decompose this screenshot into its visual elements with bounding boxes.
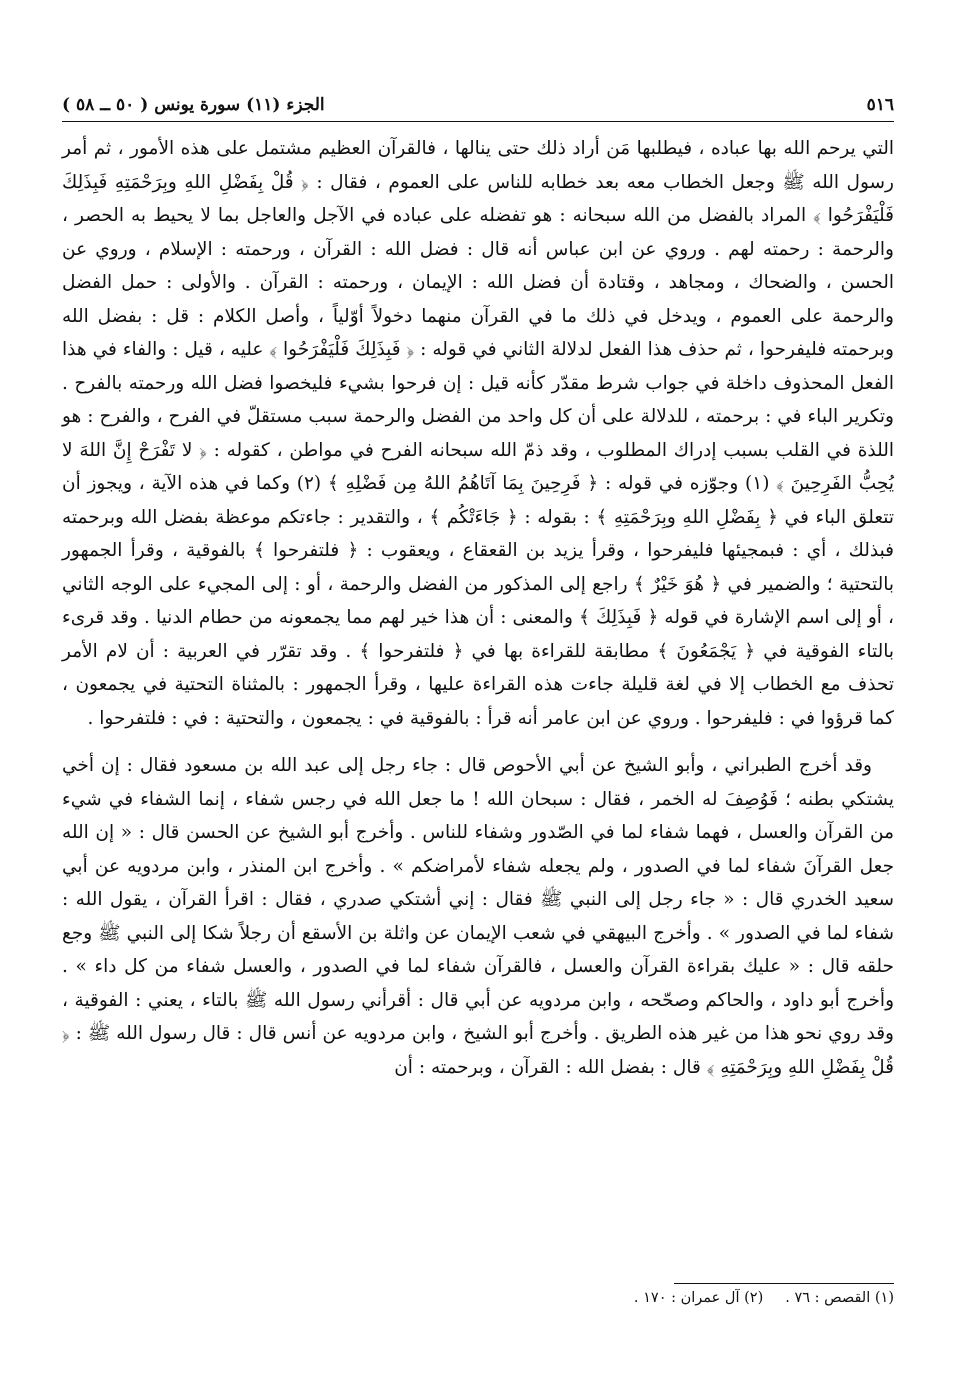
footnote-1: (١) القصص : ٧٦ . <box>785 1290 894 1306</box>
footnote-2: (٢) آل عمران : ١٧٠ . <box>633 1290 764 1306</box>
footnotes <box>634 1290 894 1306</box>
page-body <box>62 132 894 1084</box>
page-number: ٥١٦ <box>866 95 894 115</box>
hadith-paragraph: وقد أخرج الطبراني ، وأبو الشيخ عن أبي الأحوص قال : جاء رجل إلى عبد الله بن مسعود فقال : إن أخي يشتكي بطنه ؛ فَوُصِفَ له الخمر ، فقال : سبحان الله ! ما جعل الله في رجس شفاء ، إنما الشفاء في شيء من القرآن والعسل ، فهما شفاء لما في الصّدور وشفاء للناس . وأخرج أبو الشيخ عن الحسن قال : « إن الله جعل القرآنَ شفاء لما في الصدور ، ولم يجعله شفاء لأمراضكم » . وأخرج ابن المنذر ، وابن مردويه عن أبي سعيد الخدري قال : « جاء رجل إلى النبي ﷺ فقال : إني أشتكي صدري ، فقال : اقرأ القرآن ، يقول الله : شفاء لما في الصدور » . وأخرج البيهقي في شعب الإيمان عن واثلة بن الأسقع أن رجلاً شكا إلى النبي ﷺ وجع حلقه قال : « عليك بقراءة القرآن والعسل ، فالقرآن شفاء لما في الصدور ، والعسل شفاء من كل داء » . وأخرج أبو داود ، والحاكم وصحّحه ، وابن مردويه عن أبي قال : أقرأني رسول الله ﷺ بالتاء ، يعني : الفوقية ، وقد روي نحو هذا من غير هذه الطريق . وأخرج أبو الشيخ ، وابن مردويه عن أنس قال : قال رسول الله ﷺ : ﴿ قُلْ بِفَضْلِ اللهِ وبِرَحْمَتِهِ ﴾ قال : بفضل الله : القرآن ، وبرحمته : أن <box>62 755 894 1078</box>
commentary-paragraph: التي يرحم الله بها عباده ، فيطلبها مَن أراد ذلك حتى ينالها ، فالقرآن العظيم مشتمل على هذه الأمور ، ثم أمر رسول الله ﷺ وجعل الخطاب معه بعد خطابه للناس على العموم ، فقال : ﴿ قُلْ بِفَضْلِ اللهِ وبِرَحْمَتِهِ فَبِذَلِكَ فَلْيَفْرَحُوا ﴾ المراد بالفضل من الله سبحانه : هو تفضله على عباده في الآجل والعاجل بما لا يحيط به الحصر ، والرحمة : رحمته لهم . وروي عن ابن عباس أنه قال : فضل الله : القرآن ، ورحمته : الإسلام ، وروي عن الحسن ، والضحاك ، ومجاهد ، وقتادة أن فضل الله : الإيمان ، ورحمته : القرآن . والأولى : حمل الفضل والرحمة على العموم ، ويدخل في ذلك ما في القرآن منهما دخولاً أوّلياً ، وأصل الكلام : قل : بفضل الله وبرحمته فليفرحوا ، ثم حذف هذا الفعل لدلالة الثاني في قوله : ﴿ فَبِذَلِكَ فَلْيَفْرَحُوا ﴾ عليه ، قيل : والفاء في هذا الفعل المحذوف داخلة في جواب شرط مقدّر كأنه قيل : إن فرحوا بشيء فليخصوا فضل الله ورحمته بالفرح . وتكرير الباء في : برحمته ، للدلالة على أن كل واحد من الفضل والرحمة سبب مستقلّ في الفرح ، والفرح : هو اللذة في القلب بسبب إدراك المطلوب ، وقد ذمّ الله سبحانه الفرح في مواطن ، كقوله : ﴿ لا تَفْرَحْ إِنَّ اللهَ لا يُحِبُّ الفَرِحِينَ ﴾ (١) وجوّزه في قوله : ﴿ فَرِحِينَ بِمَا آتَاهُمُ اللهُ مِن فَضْلِهِ ﴾ (٢) وكما في هذه الآية ، ويجوز أن تتعلق الباء في ﴿ بِفَضْلِ اللهِ وبِرَحْمَتِهِ ﴾ : بقوله : ﴿ جَاءَتْكُم ﴾ ، والتقدير : جاءتكم موعظة بفضل الله وبرحمته فبذلك ، أي : فبمجيئها فليفرحوا ، وقرأ يزيد بن القعقاع ، ويعقوب : ﴿ فلتفرحوا ﴾ بالفوقية ، وقرأ الجمهور بالتحتية ؛ والضمير في ﴿ هُوَ خَيْرٌ ﴾ راجع إلى المذكور من الفضل والرحمة ، أو : إلى المجيء على الوجه الثاني ، أو إلى اسم الإشارة في قوله ﴿ فَبِذَلِكَ ﴾ والمعنى : أن هذا خير لهم مما يجمعونه من حطام الدنيا . وقد قرىء بالتاء الفوقية في ﴿ يَجْمَعُونَ ﴾ مطابقة للقراءة بها في ﴿ فلتفرحوا ﴾ . وقد تقرّر في العربية : أن لام الأمر تحذف مع الخطاب إلا في لغة قليلة جاءت هذه القراءة عليها ، وقرأ الجمهور : بالمثناة التحتية في يجمعون ، كما قرؤوا في : فليفرحوا . وروي عن ابن عامر أنه قرأ : بالفوقية في : يجمعون ، والتحتية : في : فلتفرحوا . <box>62 138 894 729</box>
footnote-divider <box>674 1283 894 1284</box>
running-title: الجزء (١١) سورة يونس ( ٥٠ ــ ٥٨ ) <box>62 95 325 115</box>
page-header <box>62 95 894 122</box>
